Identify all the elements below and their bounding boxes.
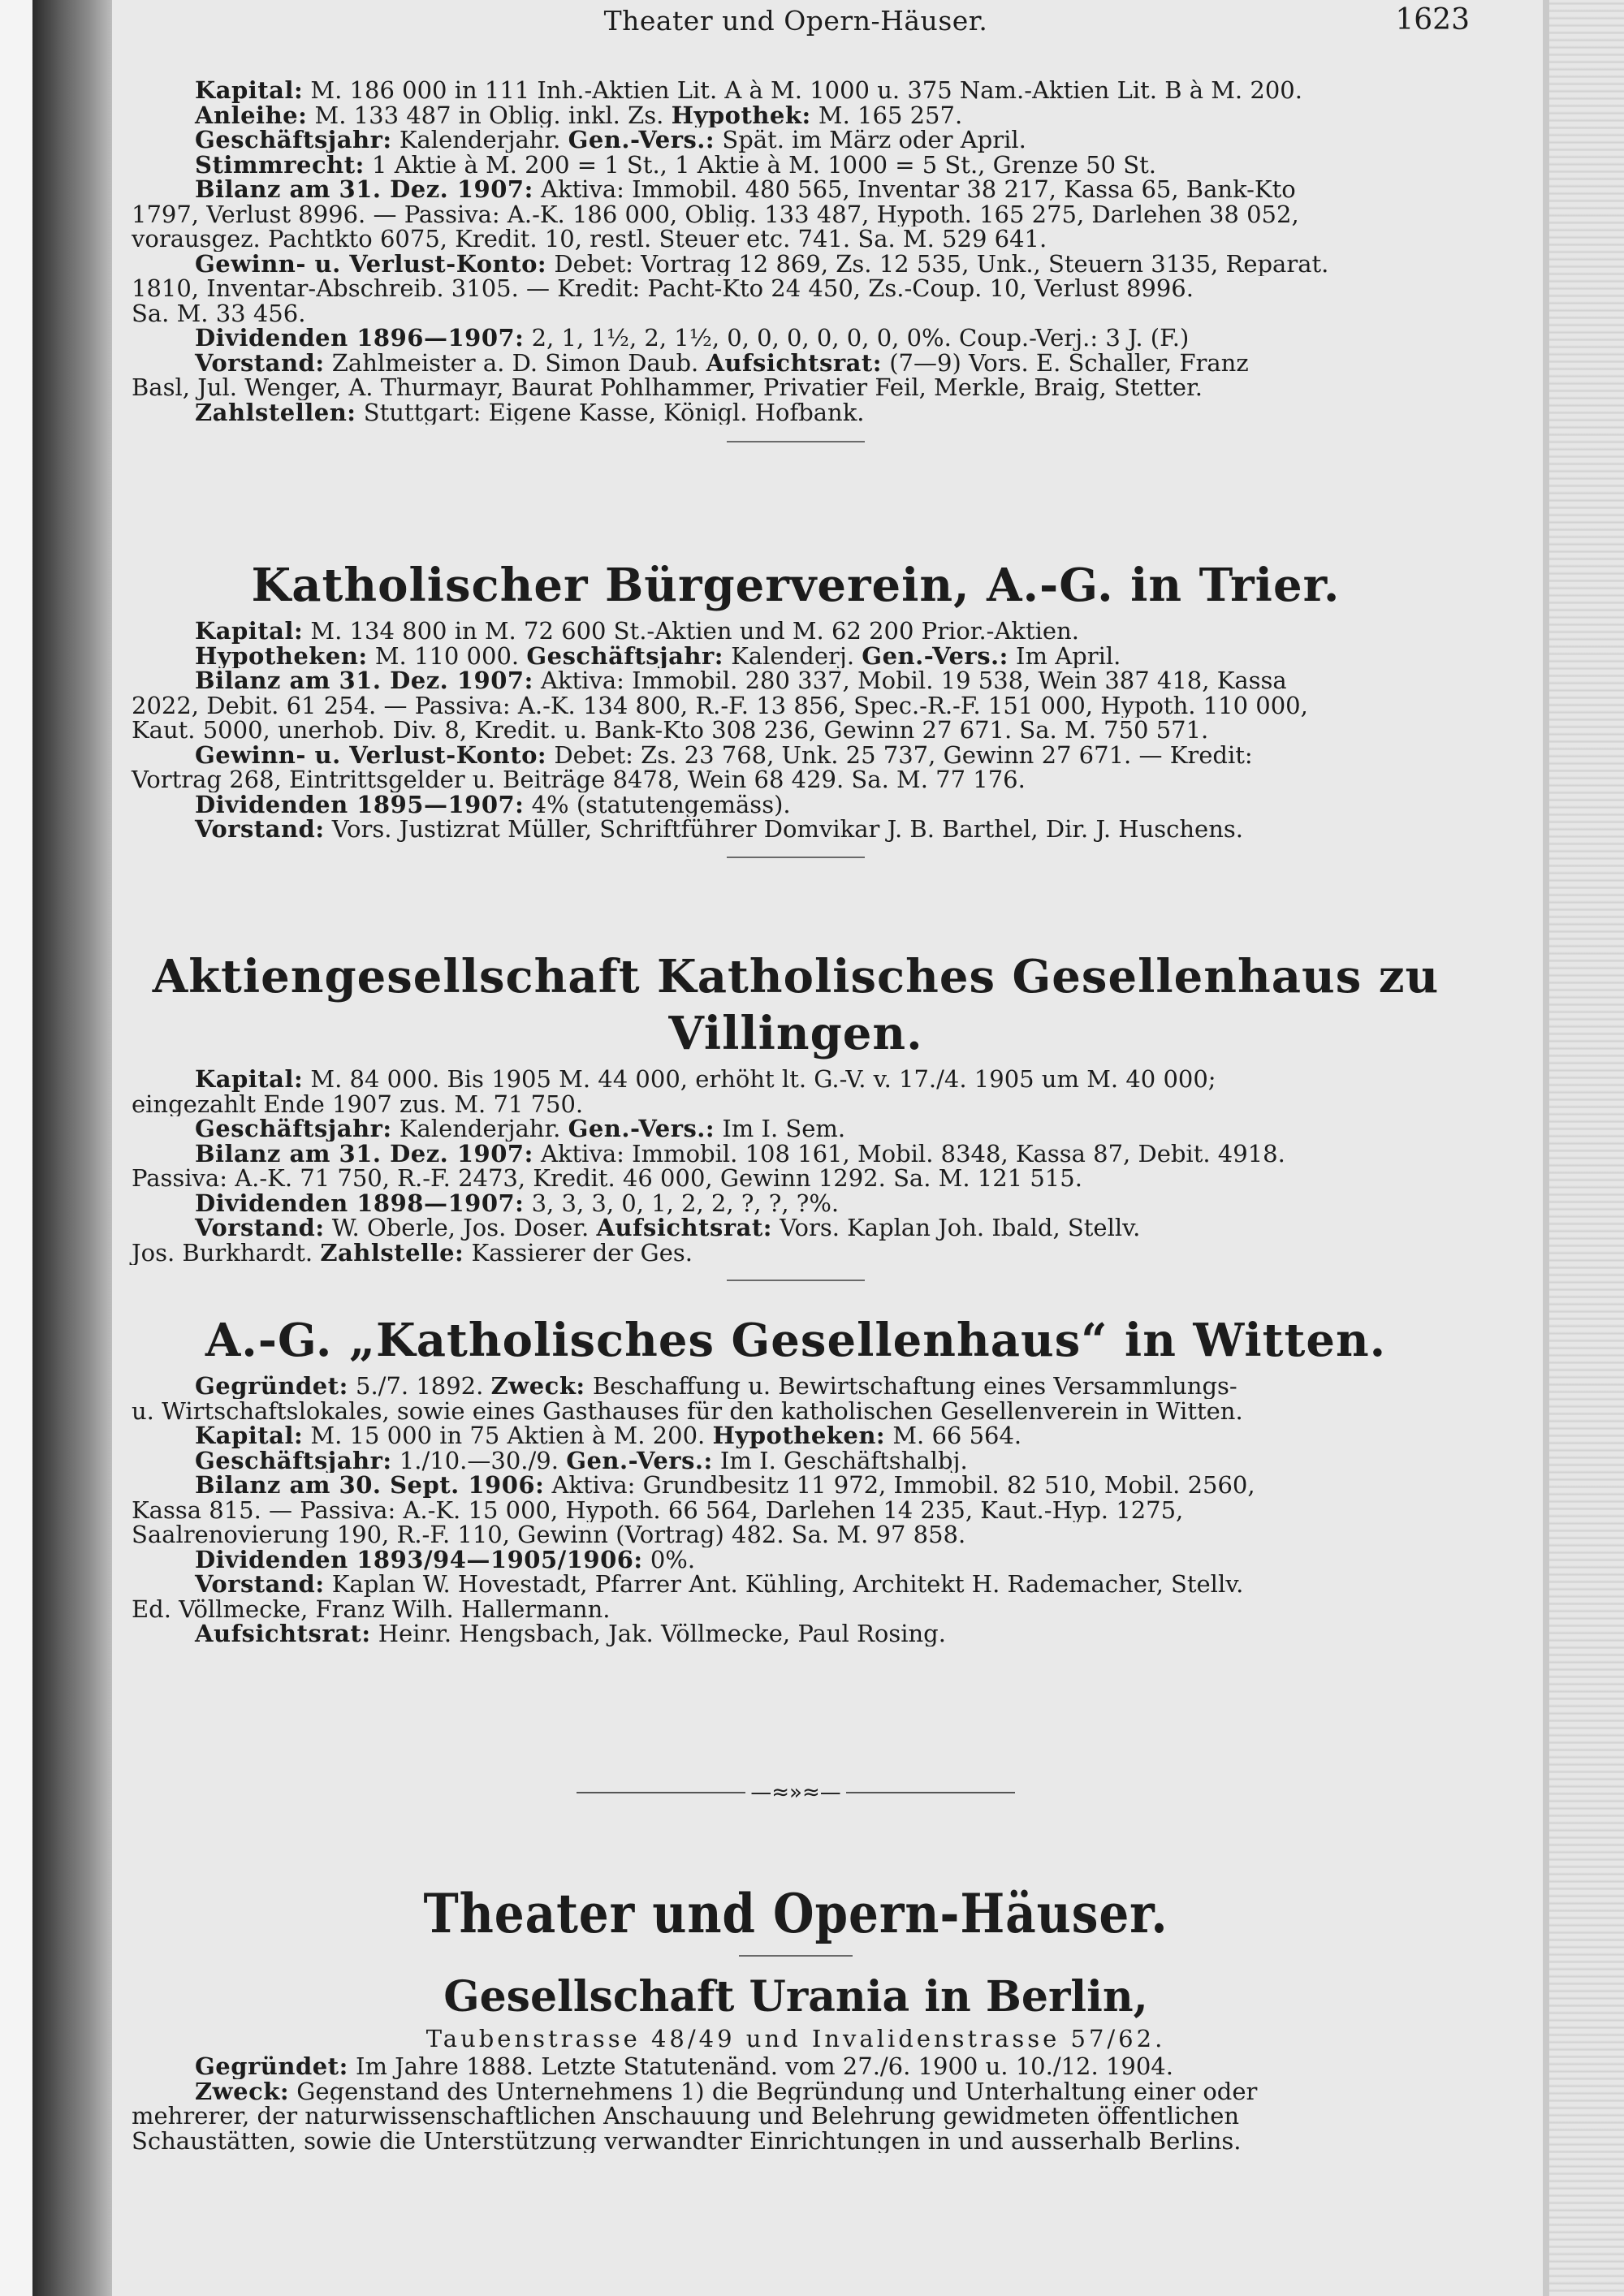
field-text: Vors. Kaplan Joh. Ibald, Stellv. — [772, 1215, 1141, 1241]
entry-line — [122, 326, 1470, 351]
entry-line — [122, 127, 1470, 153]
field-label: Gen.-Vers.: — [566, 1448, 713, 1473]
field-label: Gewinn- u. Verlust-Konto: — [195, 251, 547, 276]
field-text: Beschaffung u. Bewirtschaftung eines Versammlungs- — [585, 1374, 1237, 1399]
field-text: Basl, Jul. Wenger, A. Thurmayr, Baurat Pohlhammer, Privatier Feil, Merkle, Braig, Stetter. — [132, 375, 1203, 400]
field-text: 1810, Inventar-Abschreib. 3105. — Kredit: Pacht-Kto 24 450, Zs.-Coup. 10, Verlust 8996. — [132, 276, 1194, 301]
entry-line — [122, 718, 1470, 743]
field-text: Kassierer der Ges. — [464, 1240, 693, 1265]
field-text: Kassa 815. — Passiva: A.-K. 15 000, Hypoth. 66 564, Darlehen 14 235, Kaut.-Hyp. 1275, — [132, 1497, 1184, 1522]
entry-line — [122, 767, 1470, 792]
entry-villingen — [122, 948, 1470, 1281]
field-text: Saalrenovierung 190, R.-F. 110, Gewinn (Vortrag) 482. Sa. M. 97 858. — [132, 1522, 966, 1547]
field-text: M. 84 000. Bis 1905 M. 44 000, erhöht lt. G.-V. v. 17./4. 1905 um M. 40 000; — [303, 1067, 1216, 1092]
field-label: Anleihe: — [195, 102, 308, 127]
field-label: Dividenden 1895—1907: — [195, 792, 525, 817]
field-text: Aktiva: Immobil. 108 161, Mobil. 8348, Kassa 87, Debit. 4918. — [533, 1141, 1285, 1166]
field-label: Kapital: — [195, 78, 304, 103]
entry-title: Gesellschaft Urania in Berlin, — [443, 1972, 1148, 2022]
field-text: Heinr. Hengsbach, Jak. Völlmecke, Paul Rosing. — [370, 1621, 946, 1646]
entry-line — [122, 1621, 1470, 1646]
book-binding-shadow — [32, 0, 112, 2296]
field-text: 1./10.—30./9. — [391, 1448, 567, 1473]
field-text: 3, 3, 3, 0, 1, 2, 2, ?, ?, ?%. — [524, 1190, 840, 1215]
field-text: Gegenstand des Unternehmens 1) die Begründung und Unterhaltung einer oder — [289, 2078, 1258, 2104]
field-text: 0%. — [642, 1547, 696, 1572]
entry-line — [122, 103, 1470, 128]
field-text: Kalenderjahr. — [391, 127, 568, 153]
field-text: Jos. Burkhardt. — [132, 1240, 321, 1265]
entry-line — [122, 1116, 1470, 1142]
running-title: Theater und Opern-Häuser. — [603, 5, 988, 37]
field-label: Aufsichtsrat: — [195, 1621, 371, 1646]
field-text: Passiva: A.-K. 71 750, R.-F. 2473, Kredit. 46 000, Gewinn 1292. Sa. M. 121 515. — [132, 1166, 1082, 1191]
entry-line — [122, 2104, 1470, 2129]
field-text: 4% (statutengemäss). — [524, 792, 791, 817]
field-text: eingezahlt Ende 1907 zus. M. 71 750. — [132, 1091, 584, 1116]
field-label: Vorstand: — [195, 1572, 325, 1597]
field-text: Ed. Völlmecke, Franz Wilh. Hallermann. — [132, 1596, 611, 1621]
entry-line — [122, 743, 1470, 768]
entry-line — [122, 644, 1470, 669]
entry-line — [122, 1473, 1470, 1498]
entry-line — [122, 817, 1470, 842]
field-text: (7—9) Vors. E. Schaller, Franz — [882, 350, 1249, 375]
field-label: Gegründet: — [195, 1374, 348, 1399]
entry-line — [122, 792, 1470, 818]
field-label: Geschäftsjahr: — [526, 643, 723, 668]
field-text: vorausgez. Pachtkto 6075, Kredit. 10, restl. Steuer etc. 741. Sa. M. 529 641. — [132, 227, 1047, 252]
field-text: u. Wirtschaftslokales, sowie eines Gasthauses für den katholischen Gesellenverein in Witten. — [132, 1398, 1243, 1423]
field-label: Gewinn- u. Verlust-Konto: — [195, 742, 547, 767]
field-text: Kaut. 5000, unerhob. Div. 8, Kredit. u. Bank-Kto 308 236, Gewinn 27 671. Sa. M. 750 571. — [132, 718, 1209, 743]
field-text: M. 186 000 in 111 Inh.-Aktien Lit. A à M. 1000 u. 375 Nam.-Aktien Lit. B à M. 200. — [303, 78, 1302, 103]
field-label: Aufsichtsrat: — [706, 350, 883, 375]
field-text: Im April. — [1008, 643, 1121, 668]
entry-line — [122, 1522, 1470, 1547]
field-label: Kapital: — [195, 1423, 304, 1448]
entry-line — [122, 1547, 1470, 1573]
field-label: Vorstand: — [195, 817, 325, 842]
field-text: 2, 1, 1½, 2, 1½, 0, 0, 0, 0, 0, 0, 0%. Coup.-Verj.: 3 J. (F.) — [524, 326, 1190, 351]
separator-rule — [727, 1280, 865, 1281]
ornament-icon: —≈»≈— — [750, 1780, 841, 1805]
page-stack-edge — [1543, 0, 1624, 2296]
entry-line — [122, 301, 1470, 326]
entry-line — [122, 375, 1470, 400]
entry-line — [122, 2129, 1470, 2154]
field-text: Aktiva: Immobil. 280 337, Mobil. 19 538, Wein 387 418, Kassa — [533, 668, 1287, 693]
page-number: 1623 — [1395, 3, 1470, 37]
field-text: M. 134 800 in M. 72 600 St.-Aktien und M. 62 200 Prior.-Aktien. — [303, 619, 1079, 644]
field-label: Aufsichtsrat: — [596, 1215, 772, 1241]
field-text: Schaustätten, sowie die Unterstützung verwandter Einrichtungen in und ausserhalb Berlins. — [132, 2128, 1242, 2153]
entry-line — [122, 252, 1470, 277]
field-label: Dividenden 1898—1907: — [195, 1190, 525, 1215]
entry-urania — [122, 1955, 1470, 2153]
field-label: Gen.-Vers.: — [862, 643, 1009, 668]
field-text: Im I. Sem. — [715, 1116, 846, 1142]
field-text: M. 15 000 in 75 Aktien à M. 200. — [303, 1423, 713, 1448]
ornament-rule — [846, 1792, 1015, 1793]
field-text: Vortrag 268, Eintrittsgelder u. Beiträge 8478, Wein 68 429. Sa. M. 77 176. — [132, 767, 1026, 792]
field-text: 5./7. 1892. — [348, 1374, 491, 1399]
entry-line — [122, 1448, 1470, 1474]
entry-witten — [122, 1312, 1470, 1646]
field-text: Zahlmeister a. D. Simon Daub. — [324, 350, 706, 375]
entry-line — [122, 1215, 1470, 1241]
field-text: 2022, Debit. 61 254. — Passiva: A.-K. 134 800, R.-F. 13 856, Spec.-R.-F. 151 000, Hypoth. 110 000, — [132, 693, 1308, 718]
entry-line — [122, 351, 1470, 376]
entry-title: Aktiengesellschaft Katholisches Gesellenhaus zu Villingen. — [152, 950, 1440, 1060]
field-text: 1797, Verlust 8996. — Passiva: A.-K. 186 000, Oblig. 133 487, Hypoth. 165 275, Darlehen 38 052, — [132, 201, 1299, 227]
field-label: Stimmrecht: — [195, 152, 365, 177]
entry-line — [122, 1374, 1470, 1399]
field-label: Kapital: — [195, 1067, 304, 1092]
field-label: Hypotheken: — [712, 1423, 886, 1448]
field-label: Dividenden 1896—1907: — [195, 326, 525, 351]
field-text: 1 Aktie à M. 200 = 1 St., 1 Aktie à M. 1000 = 5 St., Grenze 50 St. — [364, 152, 1156, 177]
field-label: Hypotheken: — [195, 643, 368, 668]
field-text: Kalenderj. — [723, 643, 862, 668]
entry-line — [122, 2054, 1470, 2079]
field-text: Im I. Geschäftshalbj. — [712, 1448, 968, 1473]
entry-line — [122, 177, 1470, 202]
field-label: Geschäftsjahr: — [195, 1116, 392, 1142]
entry-line — [122, 1423, 1470, 1448]
entry-line — [122, 1399, 1470, 1424]
entry-address: Taubenstrasse 48/49 und Invalidenstrasse 57/62. — [425, 2025, 1166, 2052]
entry-line — [122, 227, 1470, 252]
field-text: M. 165 257. — [810, 102, 963, 127]
entry-line — [122, 619, 1470, 644]
entry-line — [122, 202, 1470, 227]
field-text: Stuttgart: Eigene Kasse, Königl. Hofbank. — [356, 399, 865, 425]
page — [122, 0, 1470, 2296]
field-text: Aktiva: Grundbesitz 11 972, Immobil. 82 510, Mobil. 2560, — [544, 1473, 1255, 1498]
entry-line — [122, 78, 1470, 103]
field-label: Gen.-Vers.: — [568, 1116, 715, 1142]
separator-rule — [727, 441, 865, 442]
field-label: Dividenden 1893/94—1905/1906: — [195, 1547, 643, 1572]
field-text: Sa. M. 33 456. — [132, 300, 306, 326]
field-text: Debet: Vortrag 12 869, Zs. 12 535, Unk., Steuern 3135, Reparat. — [546, 251, 1329, 276]
entry-title: Katholischer Bürgerverein, A.-G. in Trier. — [251, 559, 1341, 612]
entry-line — [122, 1191, 1470, 1216]
field-text: Kaplan W. Hovestadt, Pfarrer Ant. Kühling, Architekt H. Rademacher, Stellv. — [324, 1572, 1244, 1597]
entry-line — [122, 1498, 1470, 1523]
field-label: Geschäftsjahr: — [195, 127, 392, 153]
field-text: M. 110 000. — [367, 643, 527, 668]
field-label: Bilanz am 31. Dez. 1907: — [195, 668, 533, 693]
field-text: Im Jahre 1888. Letzte Statutenänd. vom 27./6. 1900 u. 10./12. 1904. — [348, 2054, 1173, 2079]
entry-trier — [122, 557, 1470, 858]
field-label: Bilanz am 30. Sept. 1906: — [195, 1473, 545, 1498]
field-label: Zweck: — [490, 1374, 585, 1399]
separator-rule — [727, 857, 865, 858]
field-text: W. Oberle, Jos. Doser. — [324, 1215, 597, 1241]
field-text: M. 66 564. — [885, 1423, 1022, 1448]
section-title: Theater und Opern-Häuser. — [423, 1882, 1168, 1945]
section-ornament — [577, 1781, 1015, 1804]
field-label: Gen.-Vers.: — [568, 127, 715, 153]
field-label: Gegründet: — [195, 2054, 348, 2079]
field-label: Bilanz am 31. Dez. 1907: — [195, 1141, 533, 1166]
entry-line — [122, 1241, 1470, 1266]
entry-continued — [122, 78, 1470, 442]
field-text: Kalenderjahr. — [391, 1116, 568, 1142]
scan-margin — [0, 0, 32, 2296]
field-text: Spät. im März oder April. — [715, 127, 1026, 153]
running-header — [122, 3, 1470, 41]
entry-line — [122, 1067, 1470, 1092]
field-label: Zahlstelle: — [320, 1240, 464, 1265]
entry-line — [122, 668, 1470, 693]
entry-line — [122, 1166, 1470, 1191]
entry-line — [122, 400, 1470, 425]
entry-line — [122, 693, 1470, 719]
field-label: Kapital: — [195, 619, 304, 644]
field-label: Geschäftsjahr: — [195, 1448, 392, 1473]
separator-rule — [739, 1955, 853, 1957]
field-label: Zweck: — [195, 2078, 290, 2104]
entry-line — [122, 153, 1470, 178]
field-text: Debet: Zs. 23 768, Unk. 25 737, Gewinn 27 671. — Kredit: — [546, 742, 1253, 767]
entry-line — [122, 1597, 1470, 1622]
field-label: Bilanz am 31. Dez. 1907: — [195, 177, 533, 202]
field-text: M. 133 487 in Oblig. inkl. Zs. — [307, 102, 672, 127]
field-text: mehrerer, der naturwissenschaftlichen Anschauung und Belehrung gewidmeten öffentlichen — [132, 2104, 1240, 2129]
entry-line — [122, 2079, 1470, 2104]
entry-title: A.-G. „Katholisches Gesellenhaus“ in Witten. — [205, 1314, 1387, 1367]
entry-line — [122, 1092, 1470, 1117]
field-text: Vors. Justizrat Müller, Schriftführer Domvikar J. B. Barthel, Dir. J. Huschens. — [324, 817, 1243, 842]
field-label: Vorstand: — [195, 350, 325, 375]
field-label: Vorstand: — [195, 1215, 325, 1241]
entry-line — [122, 276, 1470, 301]
entry-line — [122, 1572, 1470, 1597]
ornament-rule — [577, 1792, 745, 1793]
field-label: Zahlstellen: — [195, 399, 356, 425]
field-label: Hypothek: — [671, 102, 811, 127]
field-text: Aktiva: Immobil. 480 565, Inventar 38 217, Kassa 65, Bank-Kto — [533, 177, 1296, 202]
entry-line — [122, 1142, 1470, 1167]
